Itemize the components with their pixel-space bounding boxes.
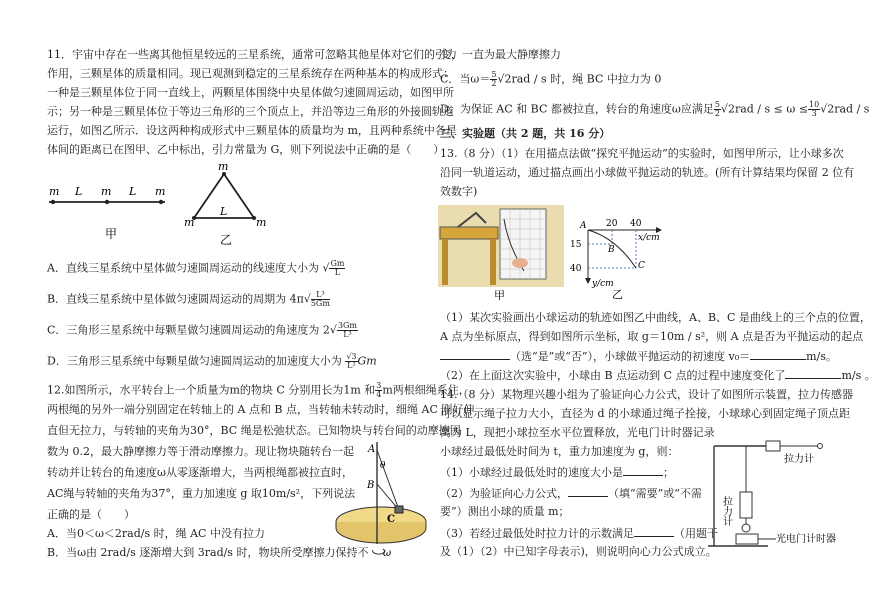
q13-p1-line-3: （选“是”或“否”），小球做平抛运动的初速度 v₀＝ m/s。 [440,349,837,364]
jia-m-left: m [49,185,60,198]
q14-answer-blank-3[interactable] [634,526,674,537]
jia-m-right: m [155,185,166,198]
q13-yi-xtick-20: 20 [606,219,618,229]
yi-L: L [220,205,228,218]
q11-figure-yi [180,160,270,248]
q11-line-6: 体间的距离已在图甲、乙中标出，引力常量为 G，则下列说法中正确的是（ ） [47,143,445,156]
q12-line-2: 两根绳的另外一端分别固定在转轴上的 A 点和 B 点，当转轴未转动时，细绳 AC 刚好伸 [47,403,475,416]
q13-answer-blank-2[interactable] [750,349,806,360]
q14-s1: （1）小球经过最低处时的速度大小是 ； [440,466,674,479]
q13-yi-ytick-40: 40 [570,264,582,274]
q11-line-1: 11．宇宙中存在一些离其他恒星较远的三星系统，通常可忽略其他星体对它们的引力 [47,48,457,61]
q12-option-b: B．当ω由 2rad/s 逐渐增大到 3rad/s 时，物块所受摩擦力保持不 [47,546,369,559]
q11-option-d: D．三角形三星系统中每颗星做匀速圆周运动的加速度大小为 $\frac{√3}{\text{L²}}$ Gm [47,352,377,370]
q14-line-2: 可以显示绳子拉力大小，直径为 d 的小球通过绳子拴接，小球球心到固定绳子顶点距 [440,407,851,420]
q14-line-1: 14.（8 分）某物理兴趣小组为了验证向心力公式，设计了如图所示装置，拉力传感器 [440,388,853,401]
q13-p1-line-2: A 点为坐标原点，得到如图所示坐标，取 g＝10m / s²，则 A 点是否为平抛运动的起点 [440,330,864,343]
q13-answer-blank-3[interactable] [785,368,841,379]
q13-line-2: 沿同一轨道运动，通过描点画出小球做平抛运动的轨迹。(所有计算结果均保留 2 位有 [440,166,855,179]
q14-line-4: 小球经过最低处时间为 t，重力加速度为 g，则： [440,445,679,458]
q12-option-a: A．当0＜ω＜2rad/s 时，绳 AC 中没有拉力 [47,527,265,540]
q12-turntable-figure [333,440,429,558]
q14-timer-label: 光电门计时器 [776,534,836,545]
q11-line-5: 运行，如图乙所示．设这两种构成形式中三颗星体的质量均为 m，且两种系统中各星 [47,124,457,137]
q12-option-d: D．为保证 AC 和 BC 都被拉直，转台的角速度ω应满足 $\frac{5}{2}$ √2rad / s ≤ ω ≤ $\frac{10}{3}$ √2rad / s [440,100,870,118]
q13-line-1: 13.（8 分）（1）在用描点法做“探究平抛运动”的实验时，如图甲所示，让小球多次 [440,147,844,160]
q14-line-3: 离为 L，现把小球拉至水平位置释放，光电门计时器记录 [440,426,715,439]
yi-m-left: m [184,216,195,229]
yi-m-top: m [218,160,229,173]
q11-line-3: 一种是三颗星体位于同一直线上，两颗星体围绕中央星体做匀速圆周运动，如图甲所 [47,86,454,99]
fig-label-omega: ω [383,548,392,559]
q11-option-a: A．直线三星系统中星体做匀速圆周运动的线速度大小为 √ $\frac{Gm}{L}$ [47,259,345,277]
fig-label-theta: θ [380,461,386,471]
q13-yi-x-axis: x/cm [638,233,660,243]
jia-L-right: L [129,185,137,198]
q13-yi-caption: 乙 [612,288,623,301]
q14-answer-blank-2[interactable] [568,486,608,497]
yi-caption: 乙 [220,233,233,247]
q12-option-c: C．当ω＝ $\frac{5}{2}$ √2rad / s 时，绳 BC 中拉力为 0 [440,70,662,88]
q14-gauge-label-v: 拉力计 [720,496,732,526]
q12-line-3: 直但无拉力，与转轴的夹角为30°，BC 绳是松弛状态。已知物块与转台间的动摩擦因 [47,424,461,437]
q14-s2: （2）为验证向心力公式， （填“需要”或“不需 [440,487,702,500]
q13-yi-xtick-40: 40 [630,219,642,229]
q13-yi-C: C [638,261,645,271]
q11-option-b: B．直线三星系统中星体做匀速圆周运动的周期为 4π√ $\frac{\text{L³}}{5Gm}$ [47,290,330,308]
q13-answer-blank-1[interactable] [440,349,510,360]
q13-p1-line-1: （1）某次实验画出小球运动的轨迹如图乙中曲线，A、B、C 是曲线上的三个点的位置， [440,311,871,324]
q11-option-c: C．三角形三星系统中每颗星做匀速圆周运动的角速度为 2√ $\frac{3Gm}{\text{L³}}$ [47,321,358,339]
q12-line-7: 正确的是（ ） [47,508,135,521]
q13-yi-y-axis: y/cm [592,279,614,289]
fig-label-B: B [367,480,375,491]
q11-line-4: 示；另一种是三颗星体位于等边三角形的三个顶点上，并沿等边三角形的外接圆轨道 [47,105,454,118]
jia-L-left: L [75,185,83,198]
q11-figure-jia [45,180,175,240]
q13-figure-yi [568,216,664,300]
jia-m-mid: m [101,185,112,198]
q13-yi-ytick-15: 15 [570,240,582,250]
yi-m-right: m [256,216,267,229]
jia-caption: 甲 [105,227,118,241]
q14-gauge-label-h: 拉力计 [784,454,814,465]
q12-line-4: 数为 0.2，最大静摩擦力等于滑动摩擦力。现让物块随转台一起 [47,445,354,458]
q13-yi-B: B [608,245,615,255]
q13-line-3: 效数字) [440,185,478,198]
q12-line-5: 转动并让转台的角速度ω从零逐渐增大，当两根绳都被拉直时， [47,466,353,479]
fig-label-A: A [368,444,376,455]
q14-answer-blank-1[interactable] [623,465,663,476]
q13-p2: （2）在上面这次实验中，小球由 B 点运动到 C 点的过程中速度变化了 m/s 。 [440,369,876,382]
q12-option-b-continued: 变，一直为最大静摩擦力 [440,48,561,61]
q12-line-6: AC绳与转轴的夹角为37°，重力加速度 g 取10m/s²，下列说法 [47,487,356,500]
q14-s3: （3）若经过最低处时拉力计的示数满足 （用题干 [440,527,718,540]
fig-label-C: C [387,514,395,525]
q14-s2-cont: 要”）测出小球的质量 m； [440,505,570,518]
q13-yi-A: A [580,221,587,231]
q14-s3-cont: 及（1）（2）中已知字母表示)，则说明向心力公式成立。 [440,545,717,558]
q13-figure-jia [438,205,564,301]
q12-line-1: 12.如图所示，水平转台上一个质量为m的物块 C 分别用长为1m 和 $\frac{3}{4}$ m两根细绳系住， [47,381,470,399]
q13-jia-caption: 甲 [494,289,505,302]
section-heading: 三、实验题（共 2 题，共 16 分） [440,127,611,140]
q14-apparatus-figure [708,438,856,556]
q11-line-2: 作用，三颗星体的质量相同。现已观测到稳定的三星系统存在两种基本的构成形式： [47,67,454,80]
